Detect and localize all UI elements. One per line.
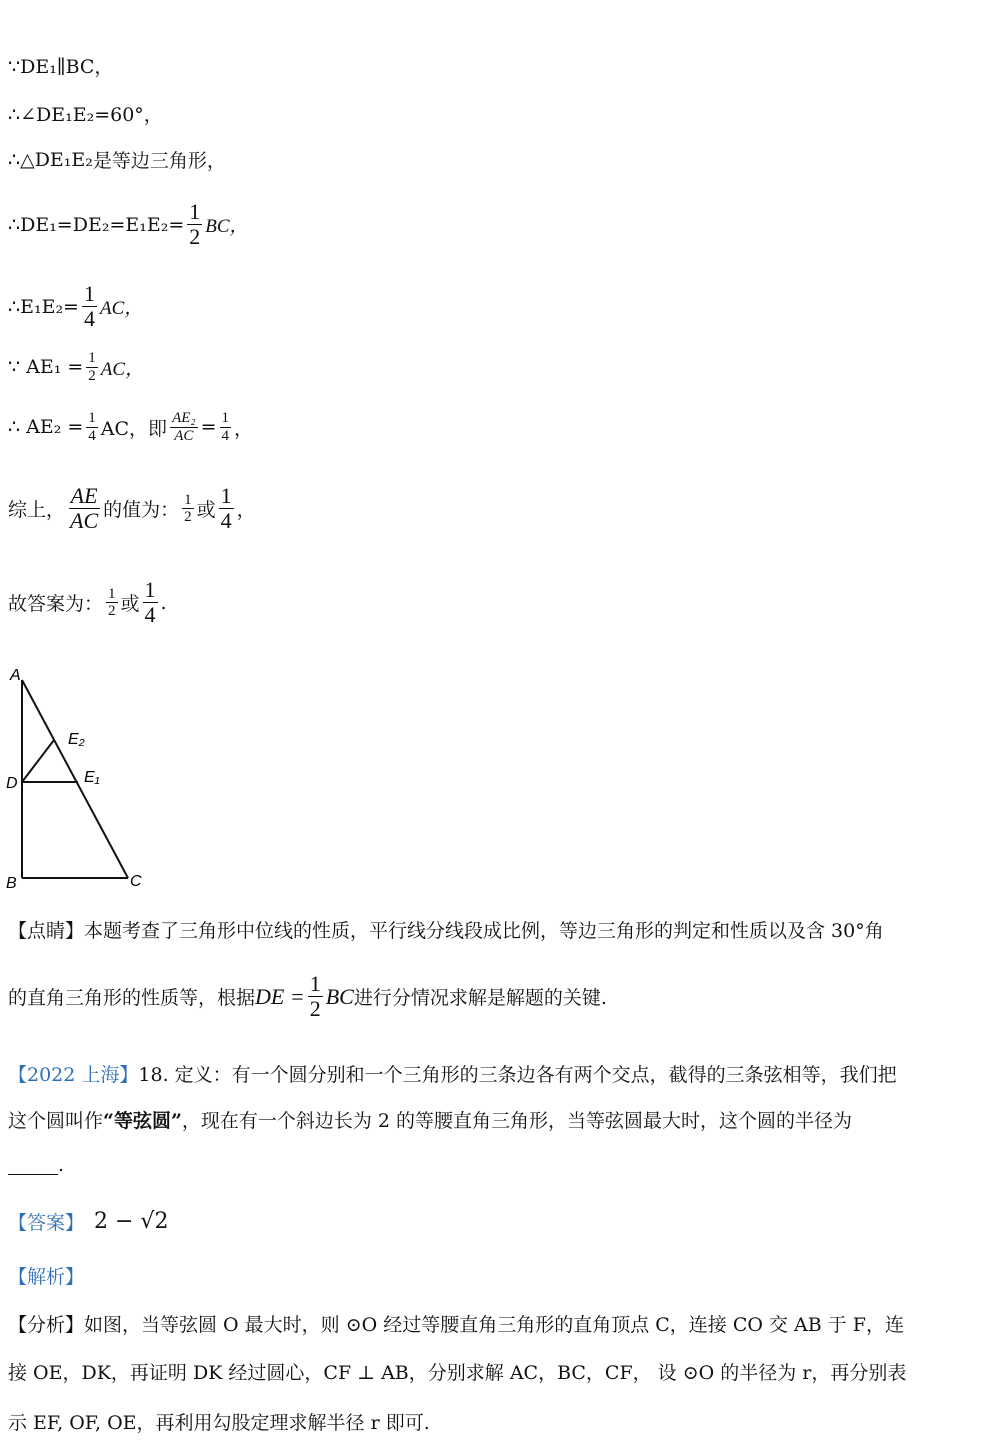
question-line-3: . [8,1154,64,1176]
fraction: $\frac{1}{2}$ [88,350,96,384]
fraction: $\frac{1}{2}$ [189,199,201,250]
step-line-2: ∴∠DE₁E₂=60°， [8,104,163,126]
dianjing-line-1: 【点睛】本题考查了三角形中位线的性质，平行线分线段成比例，等边三角形的判定和性质以及含 30°角 [8,920,884,942]
fraction: $\frac{1}{4}$ [220,483,232,534]
fraction: $\frac{AE}{AC}$ [70,483,99,534]
analysis-line-3: 示 EF, OF, OE，再利用勾股定理求解半径 r 即可. [8,1412,430,1434]
step-line-1: ∵DE₁∥BC， [8,56,114,78]
label-e1: E₁ [84,769,100,786]
fraction: $\frac{1}{2}$ [108,585,116,620]
step-line-5: ∴E₁E₂= $\frac{1}{4}$ AC， [8,281,144,332]
fraction: $\frac{1}{4}$ [83,281,95,332]
label-a: A [10,667,21,684]
question-line-1: 【2022 上海】 18. 定义：有一个圆分别和一个三角形的三条边各有两个交点，截得的三条弦相等，我们把 [8,1060,897,1087]
analysis-line-1: 【分析】如图，当等弦圆 O 最大时，则 ⊙O 经过等腰直角三角形的直角顶点 C，连接 CO 交 AB 于 F，连 [8,1314,904,1336]
triangle-figure [4,664,154,894]
question-tag: 【2022 上海】 [8,1064,139,1086]
step-line-4: ∴DE₁=DE₂=E₁E₂= $\frac{1}{2}$ BC， [8,199,249,250]
label-c: C [130,873,142,890]
step-line-9: 故答案为： $\frac{1}{2}$ 或 $\frac{1}{4}$ . [8,577,167,628]
fraction: $\frac{1}{4}$ [88,410,96,444]
segment-de2 [22,740,54,782]
label-d: D [6,775,18,792]
question-line-2: 这个圆叫作 “等弦圆” ，现在有一个斜边长为 2 的等腰直角三角形，当等弦圆最大时，这个圆的半径为 [8,1110,853,1132]
analysis-tag-line [8,1262,84,1289]
step-line-7: ∴ AE₂ = $\frac{1}{4}$ AC，即 $\frac{\text{AE₂}}{AC}$ = $\frac{1}{4}$ ， [8,410,254,444]
fraction: $\frac{1}{4}$ [221,410,230,444]
step-line-8: 综上， $\frac{AE}{AC}$ 的值为： $\frac{1}{2}$ 或 $\frac{1}{4}$ ， [8,483,256,534]
step-line-6: ∵ AE₁ = $\frac{1}{2}$ AC， [8,350,145,384]
answer-value: 2 − √2 [94,1209,169,1234]
dianjing-line-2: 的直角三角形的性质等，根据 DE = $\frac{1}{2}$ BC 进行分情况求解是解题的关键. [8,971,607,1022]
fraction: $\frac{1}{2}$ [309,971,321,1022]
answer-line [8,1208,168,1235]
analysis-line-2: 接 OE，DK，再证明 DK 经过圆心，CF ⊥ AB，分别求解 AC，BC，CF， 设 ⊙O 的半径为 r，再分别表 [8,1362,907,1384]
fraction: $\frac{\text{AE₂}}{AC}$ [172,410,196,444]
answer-tag: 【答案】 [8,1212,85,1234]
analysis-tag: 【解析】 [8,1266,85,1288]
step-line-3: ∴△DE₁E₂ 是等边三角形， [8,148,226,172]
fraction: $\frac{1}{4}$ [144,577,156,628]
segment-ac [22,680,128,878]
fraction: $\frac{1}{2}$ [184,491,192,526]
label-e2: E₂ [68,731,85,748]
label-b: B [6,875,17,892]
answer-blank [8,1156,58,1175]
